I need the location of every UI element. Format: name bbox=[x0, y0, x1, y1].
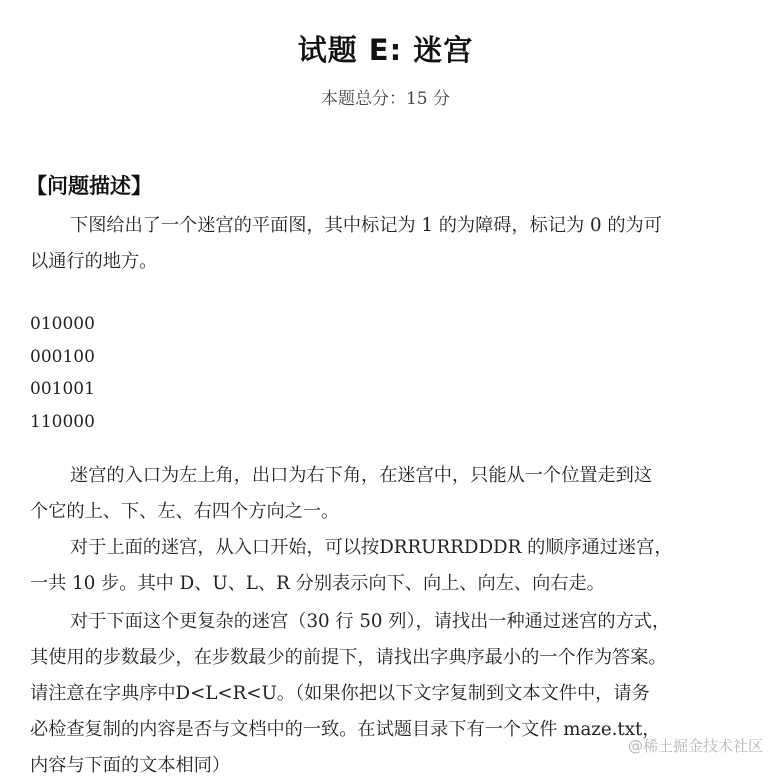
paragraph-line: 以通行的地方。 bbox=[30, 251, 158, 272]
paragraph-line: 必检查复制的内容是否与文档中的一致。在试题目录下有一个文件 maze.txt， bbox=[30, 719, 661, 740]
text-line: 迷宫的入口为左上角，出口为右下角，在迷宫中，只能从一个位置走到这 bbox=[70, 465, 653, 486]
paragraph-line: 个它的上、下、左、右四个方向之一。 bbox=[30, 501, 340, 522]
page-title: 试题 E: 迷宫 bbox=[297, 33, 474, 67]
total-score: 本题总分：15 分 bbox=[320, 89, 451, 109]
paragraph-line: 一共 10 步。其中 D、U、L、R 分别表示向下、向上、向左、向右走。 bbox=[30, 573, 605, 594]
section-heading-problem-description: 【问题描述】 bbox=[26, 174, 152, 198]
paragraph-line bbox=[30, 458, 756, 494]
paragraph-line: 其使用的步数最少，在步数最少的前提下，请找出字典序最小的一个作为答案。 bbox=[30, 647, 667, 668]
maze-row: 010000 bbox=[30, 314, 95, 334]
text-line: 对于下面这个更复杂的迷宫（30 行 50 列），请找出一种通过迷宫的方式， bbox=[70, 611, 671, 632]
paragraph-line bbox=[30, 604, 756, 640]
maze-row: 110000 bbox=[30, 411, 95, 432]
text-line: 对于上面的迷宫，从入口开始，可以按DRRURRDDDR 的顺序通过迷宫， bbox=[70, 537, 673, 558]
paragraph-line bbox=[30, 208, 756, 244]
maze-example-grid bbox=[30, 308, 95, 438]
paragraph-task-description bbox=[30, 604, 756, 784]
paragraph-example-path bbox=[30, 530, 756, 602]
watermark: @稀土掘金技术社区 bbox=[627, 737, 763, 755]
text-line: 下图给出了一个迷宫的平面图，其中标记为 1 的为障碍，标记为 0 的为可 bbox=[70, 215, 662, 236]
paragraph-maze-intro bbox=[30, 208, 756, 280]
paragraph-line: 内容与下面的文本相同） bbox=[30, 755, 231, 776]
maze-row: 001001 bbox=[30, 379, 95, 399]
paragraph-entrance-exit bbox=[30, 458, 756, 530]
maze-row: 000100 bbox=[30, 346, 95, 367]
paragraph-line bbox=[30, 530, 756, 566]
paragraph-line: 请注意在字典序中D<L<R<U。（如果你把以下文字复制到文本文件中，请务 bbox=[30, 683, 650, 704]
